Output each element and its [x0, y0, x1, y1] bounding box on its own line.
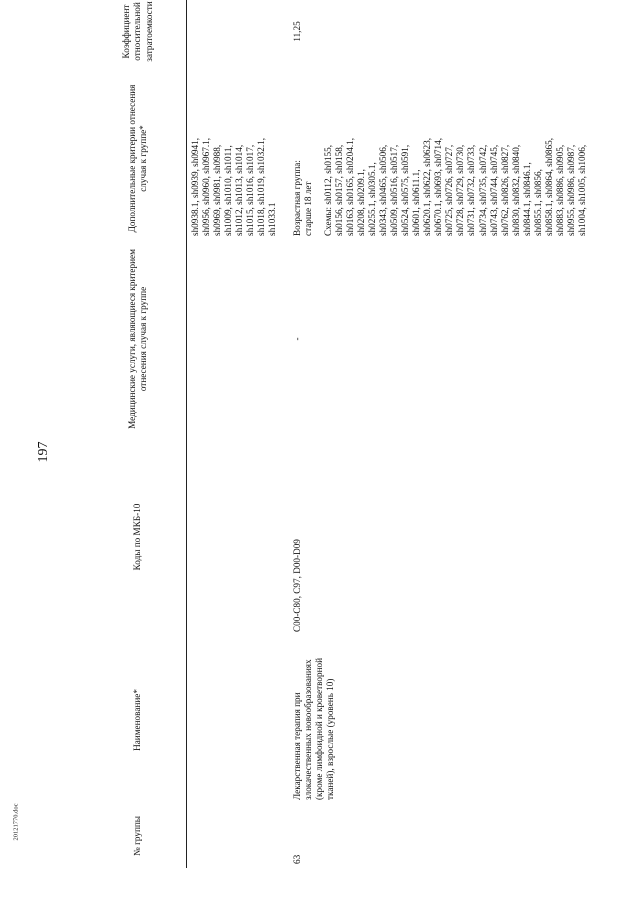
- criteria-line: sh1033.1: [267, 202, 278, 236]
- cell-services: -: [292, 337, 302, 341]
- criteria-line: sh0156, sh0157, sh0158,: [334, 144, 345, 236]
- table-row-63: [289, 0, 626, 868]
- table-header-row: [90, 0, 187, 868]
- criteria-line: sh0762, sh0826, sh0827,: [499, 144, 510, 236]
- criteria-line: sh1009, sh1010, sh1011,: [223, 145, 234, 236]
- criteria-line: [314, 81, 323, 236]
- cell-services: [187, 240, 290, 438]
- rotated-table-container: [90, 1, 626, 868]
- criteria-line: sh0956, sh0960, sh0967.1,: [201, 137, 212, 236]
- criteria-line: sh1012, sh1013, sh1014,: [234, 144, 245, 236]
- criteria-line: sh1018, sh1019, sh1032.1,: [256, 137, 267, 236]
- page-number: 197: [36, 441, 51, 463]
- criteria-line: sh0620.1, sh0622, sh0623,: [422, 137, 433, 236]
- header-medical-services: Медицинские услуги, являющиеся критерием отнесения случая к группе: [90, 240, 187, 438]
- criteria-line: sh0601, sh0611.1,: [411, 169, 422, 236]
- criteria-line: sh0883, sh0886, sh0905,: [554, 144, 565, 236]
- cell-icd-codes: [187, 438, 290, 636]
- criteria-line: sh0734, sh0735, sh0742,: [477, 144, 488, 236]
- header-name: Наименование*: [90, 636, 187, 804]
- cell-name: [187, 636, 290, 804]
- criteria-line: sh1015, sh1016, sh1017,: [245, 144, 256, 236]
- criteria-line: sh0855.1, sh0856,: [532, 169, 543, 236]
- cell-group-number: [187, 804, 290, 868]
- cell-coefficient: [187, 0, 290, 77]
- header-icd-codes: Коды по МКБ-10: [90, 438, 187, 636]
- cell-group-number: 63: [292, 854, 302, 864]
- tariff-groups-table: [90, 0, 626, 868]
- header-coefficient: Коэффициент относительной затратоемкости: [90, 0, 187, 77]
- criteria-line: старше 18 лет: [303, 181, 314, 236]
- criteria-line: sh0969, sh0981, sh0988,: [212, 144, 223, 236]
- criteria-line: sh0731, sh0732, sh0733,: [466, 144, 477, 236]
- criteria-line: Возрастная группа:: [292, 160, 302, 236]
- table-row-continuation: [187, 0, 290, 868]
- criteria-line: sh0509, sh0516, sh0517,: [389, 144, 400, 236]
- criteria-line: sh0208, sh0209.1,: [356, 169, 367, 236]
- criteria-line: sh0955, sh0986, sh0987,: [565, 144, 576, 236]
- criteria-line: sh0728, sh0729, sh0730,: [455, 144, 466, 236]
- criteria-line: sh0844.1, sh0846.1,: [521, 162, 532, 236]
- file-name: 20121770.doc: [12, 803, 20, 841]
- criteria-line: sh0858.1, sh0864, sh0865,: [543, 137, 554, 236]
- cell-criteria: [289, 77, 626, 240]
- criteria-line: sh0670.1, sh0693, sh0714,: [433, 137, 444, 236]
- criteria-line: sh0743, sh0744, sh0745,: [488, 144, 499, 236]
- cell-icd-codes: C00-C80, C97, D00-D09: [292, 539, 302, 632]
- criteria-line: sh1004, sh1005, sh1006,: [576, 144, 587, 236]
- criteria-line: Схемы: sh0112, sh0155,: [323, 144, 334, 236]
- criteria-line: sh0163, sh0165, sh0204.1,: [345, 137, 356, 236]
- criteria-line: sh0255.1, sh0305.1,: [367, 162, 378, 236]
- header-group-number: № группы: [90, 804, 187, 868]
- criteria-line: sh0938.1, sh0939, sh0941,: [190, 137, 200, 236]
- criteria-line: sh0343, sh0465, sh0506,: [378, 144, 389, 236]
- criteria-line: sh0524, sh0575, sh0591,: [400, 144, 411, 236]
- cell-name: Лекарственная терапия при злокачественных новообразованиях (кроме лимфоидной и кроветворной тканей), взрослые (уровень 10): [292, 657, 336, 800]
- header-additional-criteria: Дополнительные критерии отнесения случая к группе*: [90, 77, 187, 240]
- criteria-line: sh0725, sh0726, sh0727,: [444, 144, 455, 236]
- cell-coefficient: 11,25: [292, 21, 302, 42]
- criteria-line: sh0830, sh0832, sh0840,: [510, 144, 521, 236]
- cell-criteria: [187, 77, 290, 240]
